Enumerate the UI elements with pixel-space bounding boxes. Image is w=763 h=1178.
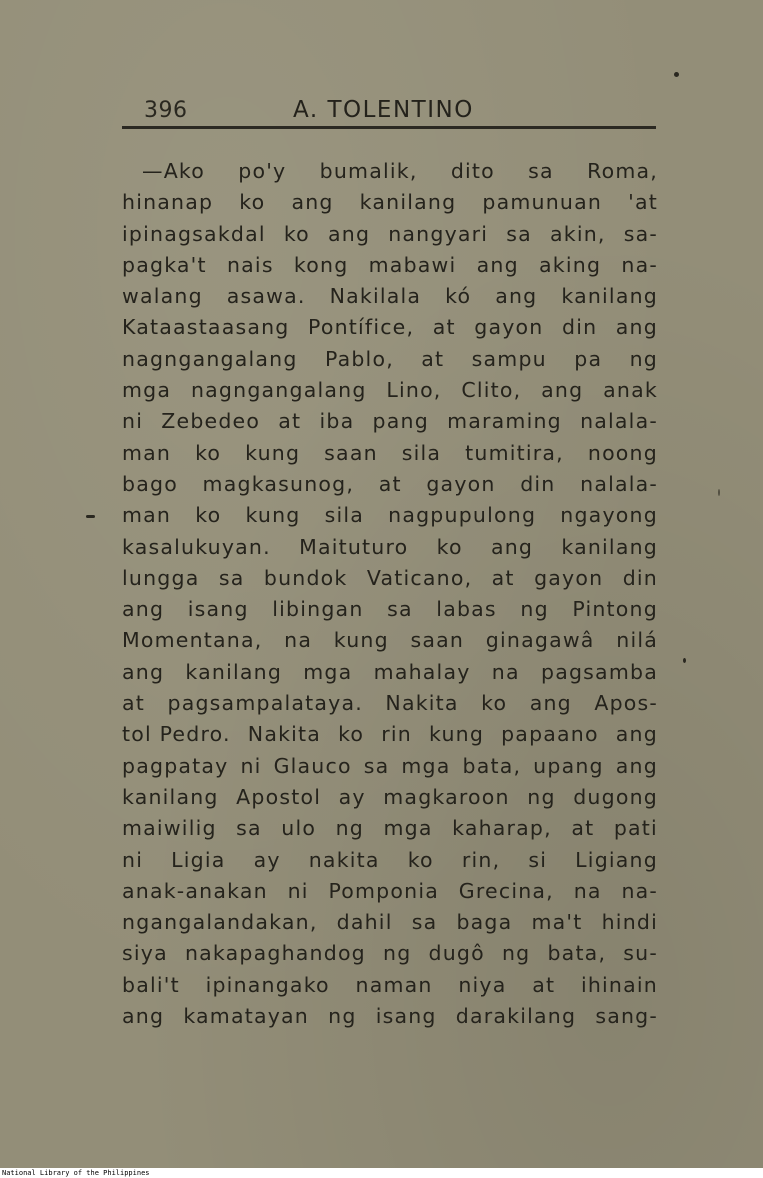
word: ma't xyxy=(531,910,583,935)
page-header xyxy=(122,92,656,132)
word: kasalukuyan. xyxy=(122,534,271,559)
word: bago xyxy=(122,471,178,496)
word: mga xyxy=(401,753,451,778)
word: aking xyxy=(539,252,602,277)
text-line xyxy=(122,438,658,469)
word: hindi xyxy=(601,910,658,935)
word: din xyxy=(561,315,598,340)
word: saan xyxy=(324,440,378,465)
text-line xyxy=(122,500,658,531)
text-line xyxy=(122,970,658,1001)
text-line xyxy=(122,751,658,782)
word: akin, xyxy=(549,221,606,246)
word: pang xyxy=(372,409,429,434)
word: tol Pedro. xyxy=(122,722,231,747)
word: dahil xyxy=(336,910,393,935)
word: ihinain xyxy=(580,972,658,997)
word: dugô xyxy=(428,941,485,966)
word: kaharap, xyxy=(452,816,552,841)
text-line xyxy=(122,281,658,312)
text-line xyxy=(122,156,658,187)
word: po'y xyxy=(238,159,287,183)
text-line xyxy=(122,813,658,844)
word: kong xyxy=(293,252,349,277)
word: bumalik, xyxy=(319,159,418,183)
word: —Ako xyxy=(142,159,206,183)
word: kamatayan xyxy=(183,1004,310,1029)
word: bali't xyxy=(122,972,180,997)
word: kanilang xyxy=(561,534,658,559)
word: ni xyxy=(122,409,144,434)
word: pagka't xyxy=(122,252,207,277)
word: libingan xyxy=(272,597,364,622)
word: Apostol xyxy=(236,784,322,809)
word: ipinagsakdal xyxy=(122,221,266,246)
word: rin, xyxy=(461,847,501,872)
text-line xyxy=(122,1001,658,1032)
word: bata, xyxy=(462,753,522,778)
word: Kataastaasang xyxy=(122,315,290,340)
text-line xyxy=(122,938,658,969)
word: nalala- xyxy=(580,409,658,434)
word: sa xyxy=(506,221,532,246)
word: ang xyxy=(122,1004,165,1029)
word: pati xyxy=(613,816,658,841)
word: sampu xyxy=(471,346,547,371)
word: at xyxy=(491,565,515,590)
text-line xyxy=(122,688,658,719)
text-line xyxy=(122,312,658,343)
word: 'at xyxy=(628,190,658,215)
word: kung xyxy=(429,722,485,747)
word: Pintong xyxy=(572,597,658,622)
word: sa xyxy=(363,753,390,778)
word: pagsamba xyxy=(540,659,658,684)
word: ng xyxy=(527,784,556,809)
word: labas xyxy=(436,597,497,622)
word: ko xyxy=(338,722,365,747)
word: tumitira, xyxy=(465,440,564,465)
word: gayon xyxy=(426,471,496,496)
word: na xyxy=(573,878,602,903)
word: darakilang xyxy=(455,1004,577,1029)
word: kung xyxy=(245,440,301,465)
word: ko xyxy=(481,691,508,716)
text-line xyxy=(122,219,658,250)
word: ni xyxy=(287,878,309,903)
text-line xyxy=(122,563,658,594)
word: dito xyxy=(450,159,495,183)
word: kanilang xyxy=(122,784,219,809)
word: sa- xyxy=(623,221,658,246)
word: sang- xyxy=(595,1004,658,1029)
ink-speck xyxy=(718,489,720,496)
word: kanilang xyxy=(561,284,658,309)
word: ang xyxy=(490,534,534,559)
word: ng xyxy=(335,816,365,841)
word: Maituturo xyxy=(299,534,409,559)
word: hinanap xyxy=(122,190,214,215)
text-line xyxy=(122,594,658,625)
running-head: A. TOLENTINO xyxy=(293,97,474,123)
word: ang xyxy=(615,315,658,340)
word: ng xyxy=(629,346,658,371)
word: dugong xyxy=(573,784,658,809)
word: nais xyxy=(226,252,274,277)
body-text xyxy=(122,156,658,1032)
word: naman xyxy=(355,972,433,997)
header-rule xyxy=(122,126,656,129)
word: magkaroon xyxy=(383,784,510,809)
word: Ligiang xyxy=(575,847,658,872)
word: na xyxy=(491,659,520,684)
word: Nakilala xyxy=(329,284,422,309)
word: nagngangalang xyxy=(122,346,298,371)
word: saan xyxy=(410,628,465,653)
word: ngayong xyxy=(560,503,658,528)
word: mga xyxy=(303,659,353,684)
word: nakapaghandog xyxy=(184,941,366,966)
word: maiwilig xyxy=(122,816,217,841)
word: Vaticano, xyxy=(366,565,473,590)
word: upang xyxy=(533,753,604,778)
word: ng xyxy=(501,941,531,966)
word: papaano xyxy=(501,722,599,747)
word: nalala- xyxy=(580,471,658,496)
word: at xyxy=(421,346,445,371)
word: Apos- xyxy=(594,691,658,716)
word: din xyxy=(622,565,658,590)
word: nilá xyxy=(616,628,658,653)
word: ng xyxy=(328,1004,357,1029)
text-line xyxy=(122,657,658,688)
word: anak xyxy=(603,378,658,403)
word: Momentana, xyxy=(122,628,263,653)
text-line xyxy=(122,344,658,375)
word: ng xyxy=(520,597,549,622)
word: mga xyxy=(383,816,433,841)
word: ang xyxy=(122,597,165,622)
word: kung xyxy=(333,628,389,653)
word: ang xyxy=(122,659,165,684)
text-line xyxy=(122,907,658,938)
word: sa xyxy=(218,565,245,590)
ink-speck xyxy=(674,72,679,77)
footer-credit: National Library of the Philippines xyxy=(2,1169,150,1177)
word: mabawi xyxy=(368,252,457,277)
word: bata, xyxy=(547,941,607,966)
word: ang xyxy=(495,284,538,309)
word: ulo xyxy=(281,816,317,841)
word: at xyxy=(571,816,595,841)
word: ko xyxy=(436,534,463,559)
word: sila xyxy=(324,503,365,528)
word: ng xyxy=(383,941,412,966)
word: pagpatay xyxy=(122,753,229,778)
word: man xyxy=(122,503,172,528)
word: ay xyxy=(253,847,281,872)
word: kó xyxy=(445,284,472,309)
word: at xyxy=(278,409,302,434)
word: walang xyxy=(122,284,203,309)
word: gayon xyxy=(534,565,604,590)
word: ay xyxy=(338,784,366,809)
text-line xyxy=(122,532,658,563)
word: mahalay xyxy=(373,659,471,684)
word: at xyxy=(432,315,456,340)
word: sa xyxy=(528,159,554,183)
word: at xyxy=(532,972,556,997)
word: lungga xyxy=(122,565,200,590)
text-line xyxy=(122,782,658,813)
word: nakita xyxy=(308,847,380,872)
word: nangyari xyxy=(388,221,489,246)
word: si xyxy=(528,847,548,872)
word: Lino, xyxy=(386,378,442,403)
word: magkasunog, xyxy=(202,471,355,496)
text-line xyxy=(122,469,658,500)
word: Pablo, xyxy=(324,346,394,371)
word: kanilang xyxy=(359,190,457,215)
word: sila xyxy=(401,440,442,465)
text-line xyxy=(122,625,658,656)
word: ni xyxy=(240,753,262,778)
word: ang xyxy=(615,722,658,747)
word: na- xyxy=(621,878,658,903)
word: mga xyxy=(122,378,172,403)
word: iba xyxy=(319,409,355,434)
word: Pomponia xyxy=(328,878,439,903)
word: rin xyxy=(381,722,412,747)
word: ang xyxy=(327,221,371,246)
word: ginagawâ xyxy=(485,628,595,653)
word: kanilang xyxy=(185,659,283,684)
word: na xyxy=(284,628,313,653)
word: ko xyxy=(407,847,434,872)
word: nagngangalang xyxy=(190,378,367,403)
word: isang xyxy=(187,597,249,622)
word: siya xyxy=(122,941,168,966)
word: baga xyxy=(456,910,513,935)
word: Nakita xyxy=(385,691,459,716)
text-line xyxy=(122,406,658,437)
word: ang xyxy=(476,252,519,277)
word: Clito, xyxy=(461,378,522,403)
word: na- xyxy=(621,252,658,277)
text-line xyxy=(122,187,658,218)
footer xyxy=(0,1168,763,1178)
word: ang xyxy=(541,378,584,403)
word: ang xyxy=(615,753,658,778)
word: ko xyxy=(283,221,310,246)
word: Grecina, xyxy=(458,878,554,903)
ink-speck xyxy=(683,658,686,663)
word: din xyxy=(520,471,556,496)
text-line xyxy=(122,845,658,876)
word: nagpupulong xyxy=(388,503,537,528)
word: ko xyxy=(239,190,266,215)
word: sa xyxy=(411,910,438,935)
text-line xyxy=(122,719,658,750)
word: ngangalandakan, xyxy=(122,910,318,935)
word: ko xyxy=(195,440,222,465)
word: asawa. xyxy=(226,284,306,309)
word: Pontífice, xyxy=(308,315,415,340)
word: ipinangako xyxy=(205,972,330,997)
word: gayon xyxy=(474,315,544,340)
word: noong xyxy=(587,440,658,465)
word: Nakita xyxy=(247,722,322,747)
word: ang xyxy=(529,691,572,716)
ink-speck xyxy=(86,515,95,518)
word: anak-anakan xyxy=(122,878,268,903)
text-line xyxy=(122,876,658,907)
word: pagsampalataya. xyxy=(167,691,363,716)
page-number: 396 xyxy=(144,98,188,123)
word: maraming xyxy=(447,409,562,434)
word: Ligia xyxy=(171,847,226,872)
word: pamunuan xyxy=(482,190,603,215)
text-line xyxy=(122,250,658,281)
word: niya xyxy=(458,972,507,997)
word: isang xyxy=(375,1004,437,1029)
word: ko xyxy=(195,503,222,528)
word: at xyxy=(378,471,402,496)
word: ang xyxy=(291,190,334,215)
word: sa xyxy=(236,816,262,841)
word: Roma, xyxy=(587,159,658,183)
word: sa xyxy=(387,597,413,622)
word: bundok xyxy=(263,565,348,590)
word: kung xyxy=(245,503,301,528)
word: ni xyxy=(122,847,144,872)
word: Glauco xyxy=(273,753,352,778)
word: at xyxy=(122,691,146,716)
text-line xyxy=(122,375,658,406)
word: man xyxy=(122,440,172,465)
word: pa xyxy=(574,346,603,371)
word: Zebedeo xyxy=(161,409,261,434)
word: su- xyxy=(623,941,658,966)
